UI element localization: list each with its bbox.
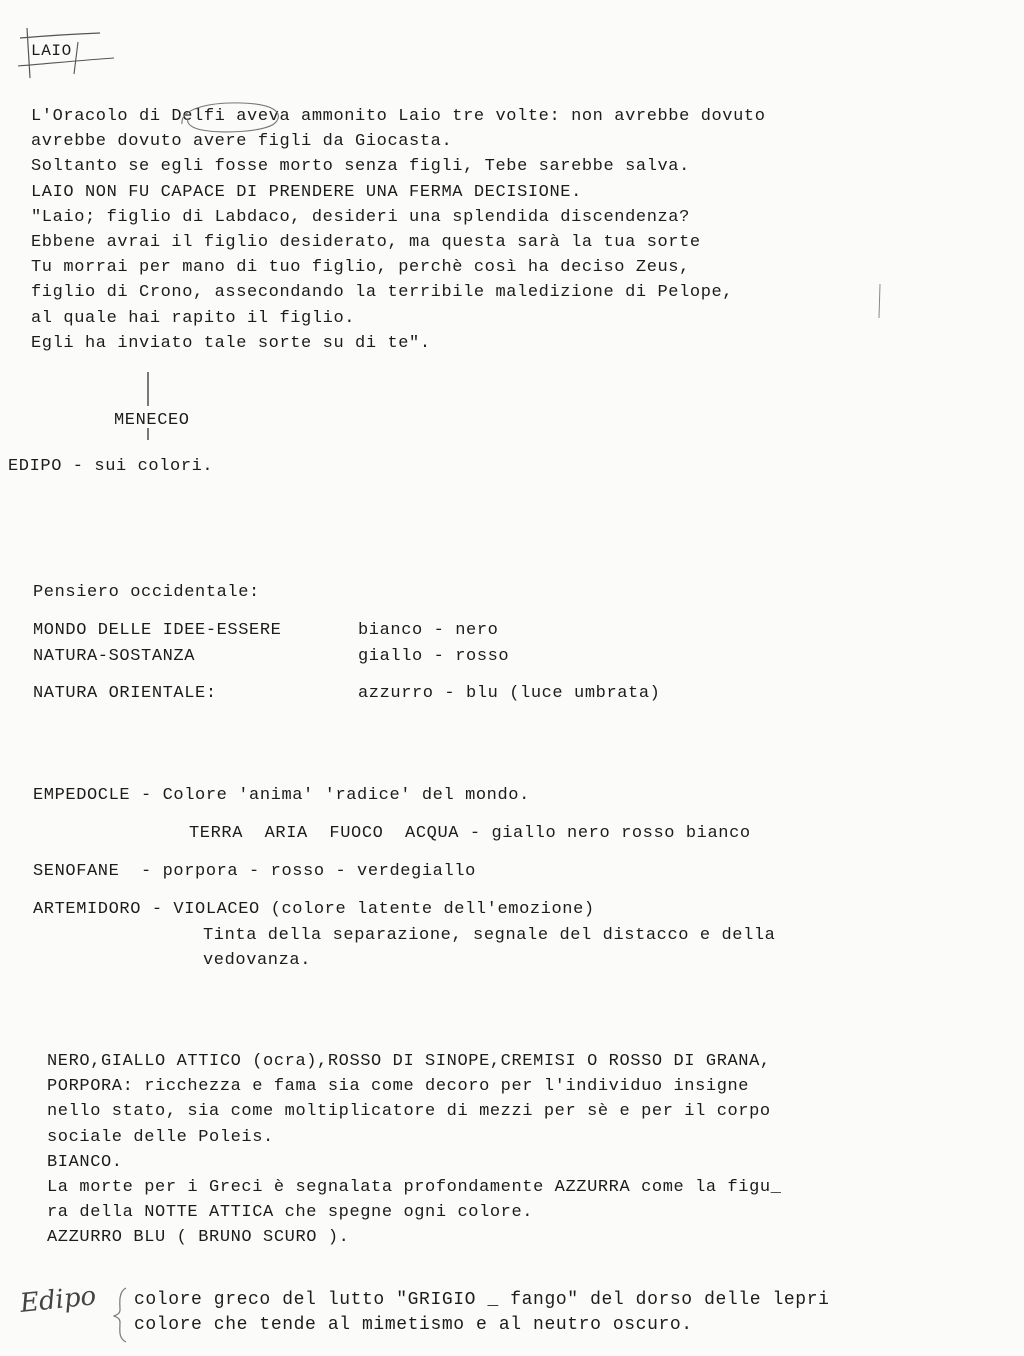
colori-line: La morte per i Greci è segnalata profondamente AZZURRA come la figu_ <box>47 1178 782 1198</box>
laio-line: LAIO NON FU CAPACE DI PRENDERE UNA FERMA DECISIONE. <box>31 182 582 202</box>
laio-line: "Laio; figlio di Labdaco, desideri una splendida discendenza? <box>31 207 690 227</box>
laio-line: Soltanto se egli fosse morto senza figli, Tebe sarebbe salva. <box>31 157 690 177</box>
laio-paragraph <box>31 104 766 356</box>
laio-line: Egli ha inviato tale sorte su di te". <box>31 333 431 353</box>
senofane-line: SENOFANE - porpora - rosso - verdegiallo <box>33 862 476 881</box>
pensiero-row-label: NATURA ORIENTALE: <box>33 684 217 703</box>
edipo-heading: EDIPO - sui colori. <box>8 457 214 476</box>
colori-line: sociale delle Poleis. <box>47 1127 274 1147</box>
pensiero-heading: Pensiero occidentale: <box>33 583 260 602</box>
pensiero-row-label: MONDO DELLE IDEE-ESSERE <box>33 621 282 640</box>
laio-line: figlio di Crono, assecondando la terribile maledizione di Pelope, <box>31 283 734 303</box>
artemidoro-cont-line: Tinta della separazione, segnale del distacco e della <box>203 926 776 945</box>
colori-line: PORPORA: ricchezza e fama sia come decoro per l'individuo insigne <box>47 1077 750 1097</box>
laio-line: avrebbe dovuto avere figli da Giocasta. <box>31 132 453 152</box>
artemidoro-line: ARTEMIDORO - VIOLACEO (colore latente dell'emozione) <box>33 900 595 919</box>
colori-line: BIANCO. <box>47 1152 123 1172</box>
colori-line: nello stato, sia come moltiplicatore di mezzi per sè e per il corpo <box>47 1102 771 1122</box>
colori-line: ra della NOTTE ATTICA che spegne ogni colore. <box>47 1203 534 1223</box>
colori-line: AZZURRO BLU ( BRUNO SCURO ). <box>47 1228 350 1248</box>
handwritten-edipo-label: Edipo <box>18 1281 98 1319</box>
footer-notes <box>134 1288 830 1338</box>
laio-line: Tu morrai per mano di tuo figlio, perchè così ha deciso Zeus, <box>31 258 690 278</box>
meneceo-label: MENECEO <box>114 411 190 430</box>
footer-line: colore greco del lutto "GRIGIO _ fango" del dorso delle lepri <box>134 1290 830 1310</box>
colori-paragraph <box>47 1049 782 1251</box>
laio-line: L'Oracolo di Delfi aveva ammonito Laio tre volte: non avrebbe dovuto <box>31 107 766 126</box>
section-title-laio: LAIO <box>31 42 72 60</box>
margin-tick-mark <box>872 282 886 322</box>
artemidoro-continuation <box>203 923 776 973</box>
pensiero-row-value: giallo - rosso <box>358 647 510 666</box>
brace-mark <box>112 1284 132 1344</box>
pensiero-row-value: azzurro - blu (luce umbrata) <box>358 684 661 703</box>
pensiero-row-value: bianco - nero <box>358 621 499 640</box>
pensiero-row-label: NATURA-SOSTANZA <box>33 647 196 666</box>
footer-line: colore che tende al mimetismo e al neutro oscuro. <box>134 1315 693 1335</box>
laio-line: al quale hai rapito il figlio. <box>31 308 356 328</box>
artemidoro-cont-line: vedovanza. <box>203 951 312 971</box>
empedocle-line: EMPEDOCLE - Colore 'anima' 'radice' del mondo. <box>33 786 530 805</box>
colori-line: NERO,GIALLO ATTICO (ocra),ROSSO DI SINOPE,CREMISI O ROSSO DI GRANA, <box>47 1052 771 1071</box>
elements-line: TERRA ARIA FUOCO ACQUA - giallo nero rosso bianco <box>189 824 751 843</box>
laio-line: Ebbene avrai il figlio desiderato, ma questa sarà la tua sorte <box>31 233 701 253</box>
